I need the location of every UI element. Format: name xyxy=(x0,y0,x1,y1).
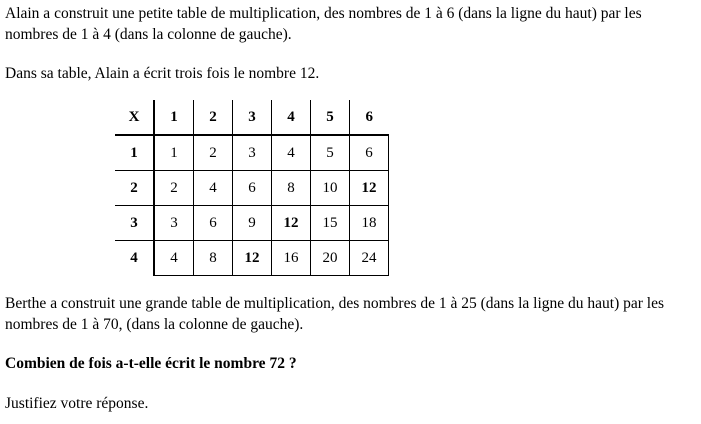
table-cell: 6 xyxy=(194,206,233,241)
header-cell: 4 xyxy=(272,100,311,135)
table-cell: 15 xyxy=(311,206,350,241)
table-cell: 8 xyxy=(194,241,233,276)
table-cell: 4 xyxy=(272,135,311,171)
header-cell: 2 xyxy=(194,100,233,135)
table-row xyxy=(115,241,389,276)
header-cell: 5 xyxy=(311,100,350,135)
highlighted-12-cell: 12 xyxy=(350,171,389,206)
table-cell: 16 xyxy=(272,241,311,276)
instruction-text: Justifiez votre réponse. xyxy=(5,395,149,412)
table-cell: 3 xyxy=(154,206,194,241)
alain-statement: Dans sa table, Alain a écrit trois fois le nombre 12. xyxy=(5,65,320,82)
table-row xyxy=(115,135,389,171)
highlighted-12-cell: 12 xyxy=(233,241,272,276)
row-header-cell: 3 xyxy=(115,206,154,241)
table-header-row xyxy=(115,100,389,135)
table-row xyxy=(115,171,389,206)
table-cell: 1 xyxy=(154,135,194,171)
row-header-cell: 1 xyxy=(115,135,154,171)
table-cell: 2 xyxy=(194,135,233,171)
header-cell: 1 xyxy=(154,100,194,135)
table-cell: 6 xyxy=(233,171,272,206)
table-cell: 20 xyxy=(311,241,350,276)
table-cell: 4 xyxy=(194,171,233,206)
highlighted-12-cell: 12 xyxy=(272,206,311,241)
multiplication-table xyxy=(115,100,389,276)
table-cell: 2 xyxy=(154,171,194,206)
row-header-cell: 4 xyxy=(115,241,154,276)
table-cell: 9 xyxy=(233,206,272,241)
table-cell: 8 xyxy=(272,171,311,206)
table-cell: 3 xyxy=(233,135,272,171)
table-cell: 18 xyxy=(350,206,389,241)
header-cell: 3 xyxy=(233,100,272,135)
table-cell: 10 xyxy=(311,171,350,206)
row-header-cell: 2 xyxy=(115,171,154,206)
table-cell: 5 xyxy=(311,135,350,171)
header-cell: 6 xyxy=(350,100,389,135)
question-text: Combien de fois a-t-elle écrit le nombre 72 ? xyxy=(5,355,297,372)
berthe-paragraph: Berthe a construit une grande table de multiplication, des nombres de 1 à 25 (dans la ligne du haut) par les nombres de 1 à 70, (dans la colonne de gauche). xyxy=(5,295,664,333)
table-row xyxy=(115,206,389,241)
table-corner-cell: X xyxy=(115,100,154,135)
table-cell: 4 xyxy=(154,241,194,276)
intro-paragraph: Alain a construit une petite table de multiplication, des nombres de 1 à 6 (dans la ligne du haut) par les nombres de 1 à 4 (dans la colonne de gauche). xyxy=(5,5,642,43)
table-cell: 6 xyxy=(350,135,389,171)
table-cell: 24 xyxy=(350,241,389,276)
